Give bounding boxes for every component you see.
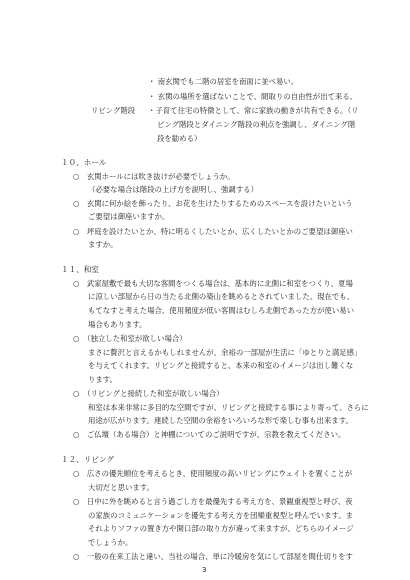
section-11-line: まさに贅沢と言えるかもしれませんが、余裕の一部屋が生活に「ゆとりと満足感」: [88, 348, 362, 357]
living-stair-text-3: 段を勧める）: [157, 134, 202, 143]
section-11-line: 和室は本来非常に多目的な空間ですが、リビングと接続する事により寄って、さらに: [88, 403, 369, 412]
section-12-line: でしょうか。: [88, 538, 133, 547]
section-12-line: ○ 広さの優先順位を考えるとき、使用頻度の高いリビングにウェイトを置くことが: [73, 469, 353, 478]
section-10-line: ますか。: [88, 240, 118, 249]
section-12-line: ○ 一般の在来工法と違い、当社の場合、単に冷暖房を気にして部屋を間仕切りをす: [73, 552, 353, 561]
section-10-line: ○ 玄関ホールには吹き抜けが必要でしょうか。: [73, 172, 235, 181]
section-11-line: 場合もあります。: [88, 320, 147, 329]
section-12-line: の家族のコミュニケーションを優先する考え方を団欒重視型と呼んでいます。ま: [88, 511, 354, 520]
living-stair-label: リビング階段: [91, 106, 136, 115]
section-11-line: ○ （独立した和室が欲しい場合）: [73, 334, 187, 343]
section-11-line: 用途が広がります。連続した空間の余裕をいろいろな形で楽しむ事も出来ます。: [88, 416, 353, 425]
section-11-line: ります。: [88, 375, 117, 384]
living-stair-text-1: ・子育て住宅の特徴として、常に家族の動きが共有できる。（リ: [148, 106, 359, 115]
section-12-line: それよりソファの置き方や開口部の取り方が違って来ますが、どちらのイメージ: [88, 524, 354, 533]
section-11-line: ○ 武家屋敷で最も大切な客間をつくる場合は、基本的に北側に和室をつくり、夏場: [73, 279, 353, 288]
section-11-line: を与えてくれます。リビングと接続すると、本来の和室のイメージは出し難くな: [88, 361, 354, 370]
section-11-line: ○ ご仏壇（ある場合）と神棚についてのご説明ですが、宗教を教えてください。: [73, 430, 346, 439]
section-12-line: 大切だと思います。: [88, 483, 154, 492]
section-10-line: ○ 坪庭を設けたいとか、特に明るくしたいとか、広くしたいとかのご要望は御座い: [73, 227, 353, 236]
living-stair-text-2: ビング階段とダイニング階段の利点を強調し、ダイニング階: [157, 120, 356, 129]
section-11-line: に涼しい部屋から日の当たる北側の築山を眺めるとされていました。現在でも、: [88, 292, 355, 301]
section-11-heading: １１、和室: [61, 265, 99, 274]
intro-bullet-1: ・ 南玄関でも二階の居室を南面に並べ易い。: [148, 77, 299, 86]
section-12-heading: １２、リビング: [61, 455, 115, 464]
intro-bullet-2: ・ 玄関の場所を選ばないことで、間取りの自由性が出て来る。: [148, 92, 358, 101]
page-number: 3: [202, 566, 207, 574]
section-10-line: （必要な場合は階段の上げ方を説明し、強調する）: [88, 185, 258, 194]
section-11-line: もてなすと考えた場合、使用頻度が低い客間はむしろ北側であった方が使い易い: [88, 306, 354, 315]
section-12-line: ○ 日中に外を眺めると言う過ごし方を最優先する考え方を、景観重視型と呼び、夜: [73, 497, 353, 506]
section-10-line: ご要望は御座いますか。: [88, 212, 170, 221]
section-10-line: ○ 玄関に何か絵を飾ったり、お花を生けたりするためのスペースを設けたいという: [73, 199, 353, 208]
section-10-heading: １０、ホール: [61, 158, 107, 167]
section-11-line: ○ （リビングと接続した和室が欲しい場合）: [73, 389, 224, 398]
